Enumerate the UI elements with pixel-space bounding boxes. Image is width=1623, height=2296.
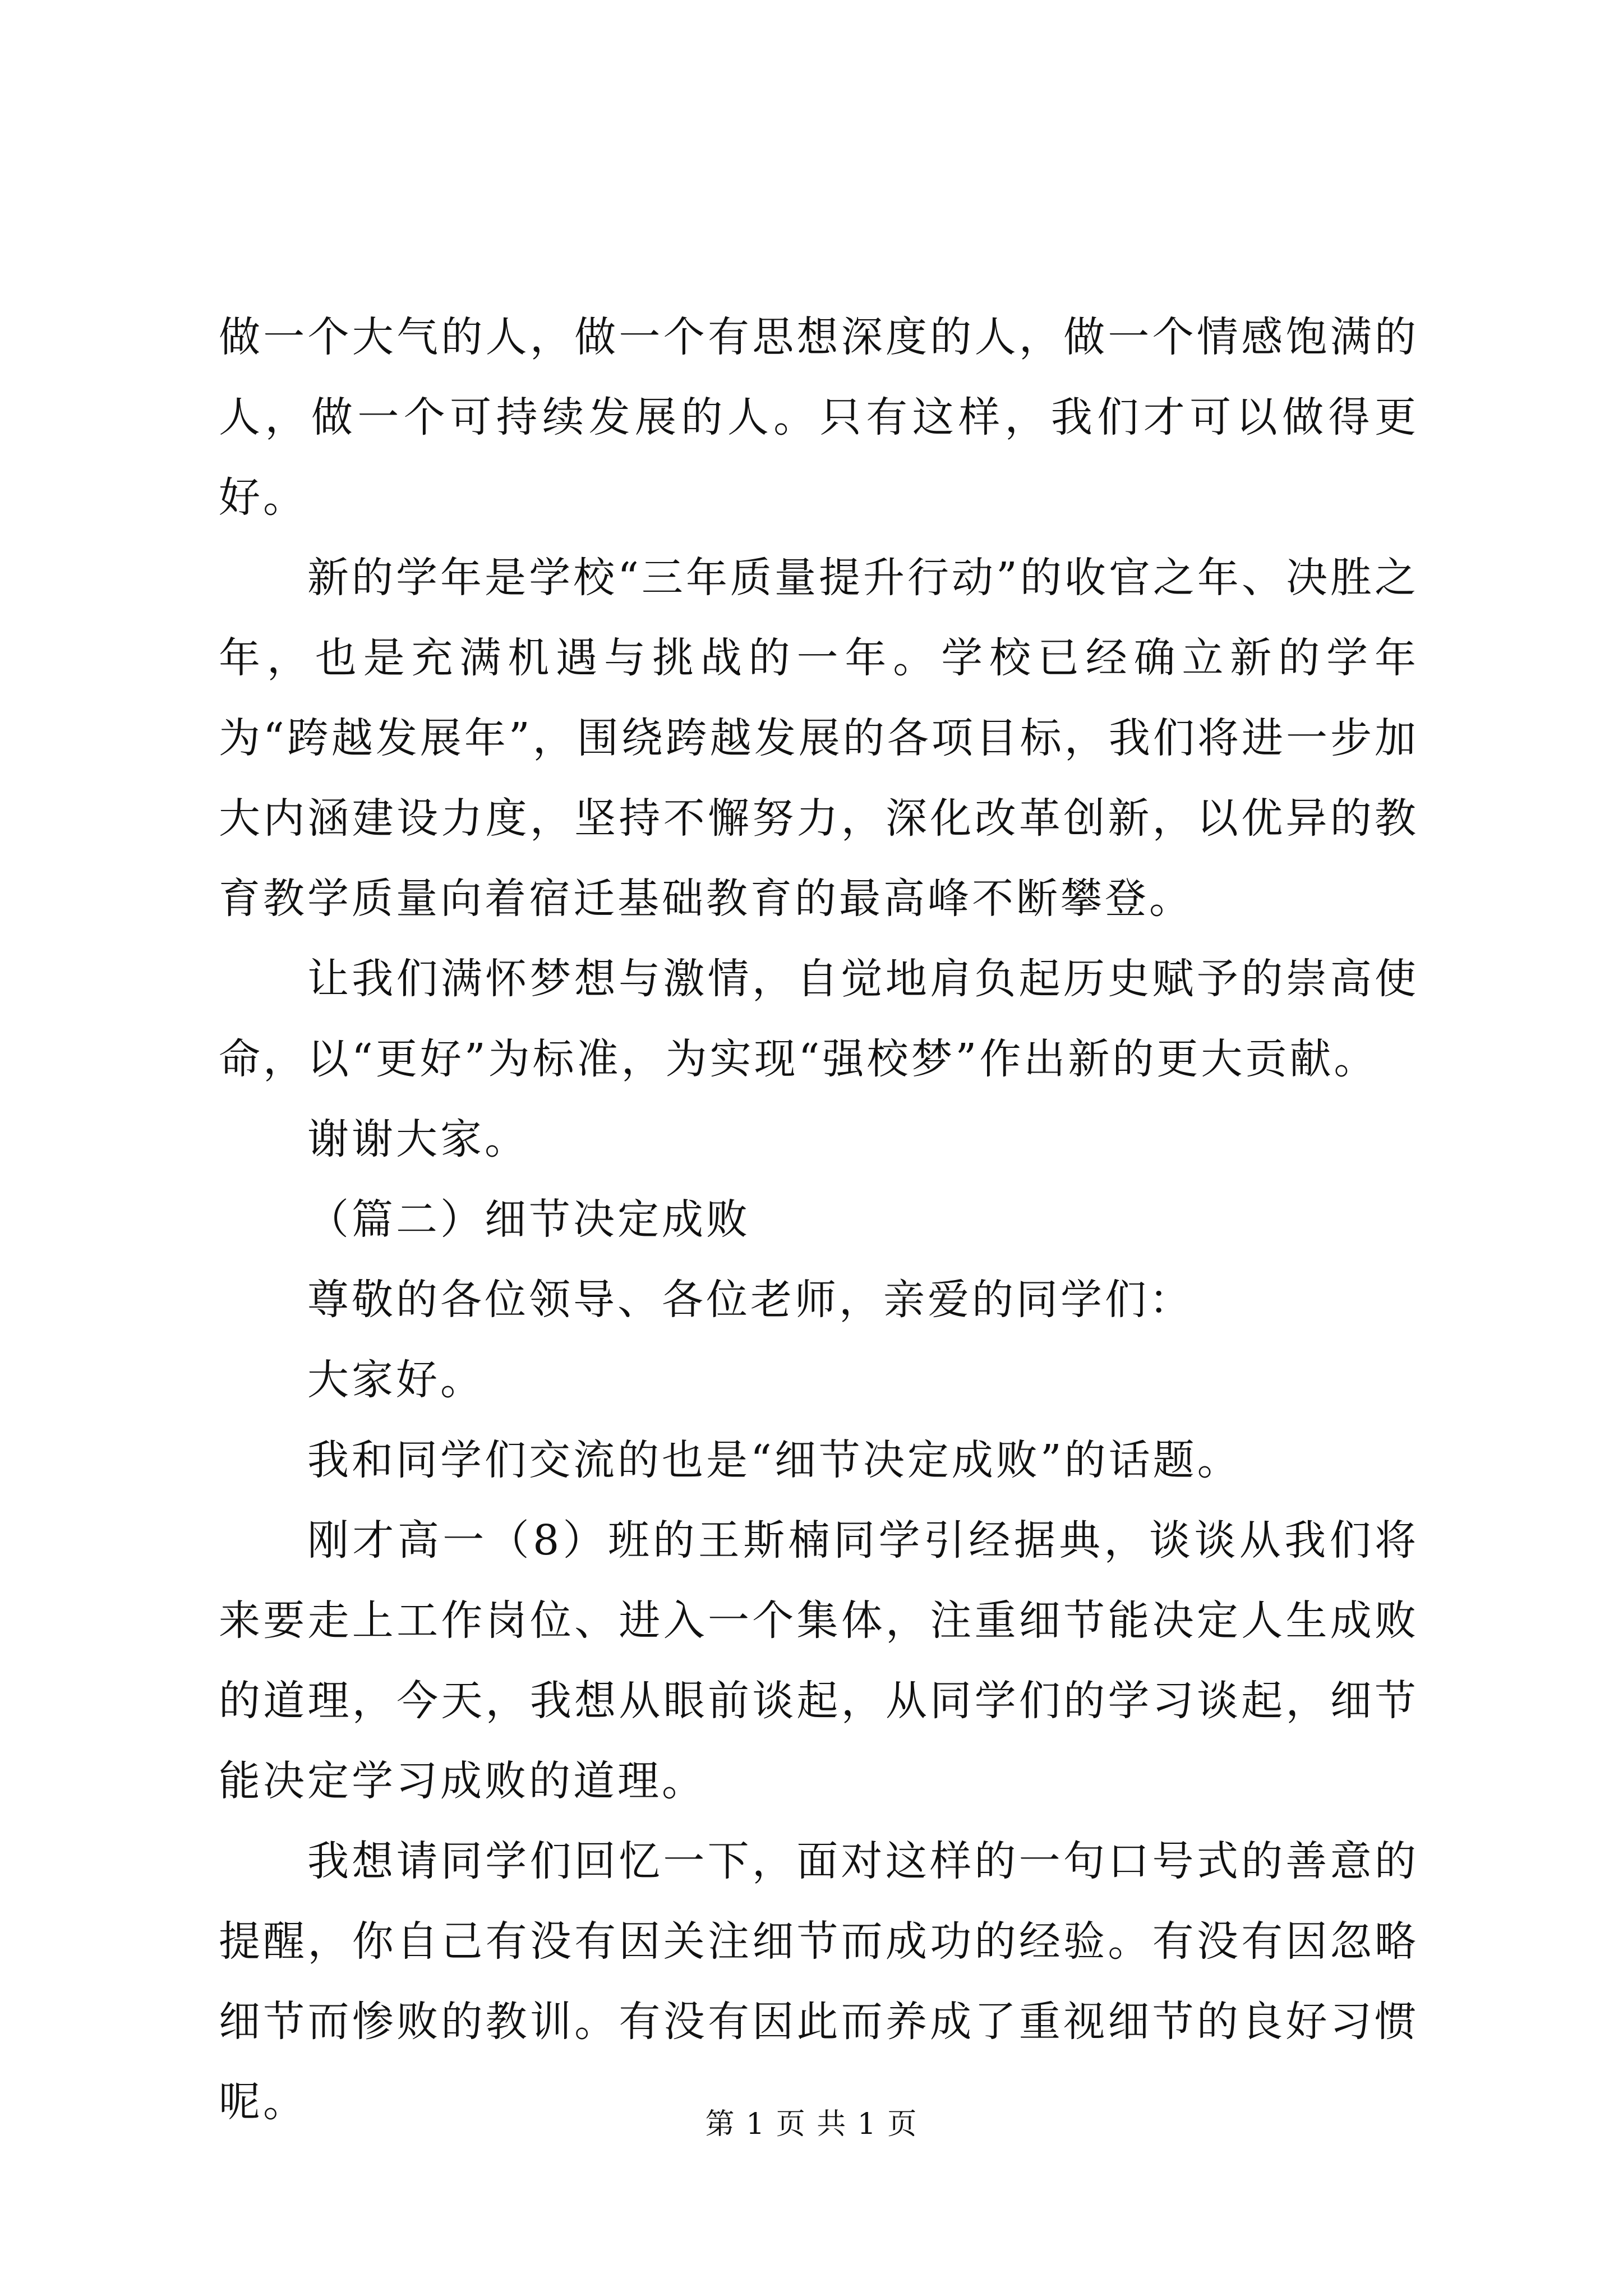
paragraph-topic: 我和同学们交流的也是“细节决定成败”的话题。: [307, 1436, 1242, 1484]
paragraph-2: 新的学年是学校“三年质量提升行动”的收官之年、决胜之年，也是充满机遇与挑战的一年。学校已经确立新的学年为“跨越发展年”，围绕跨越发展的各项目标，我们将进一步加大内涵建设力度，坚持不懈努力，深化改革创新，以优异的教育教学质量向着宿迁基础教育的最高峰不断攀登。: [219, 554, 1419, 923]
document-body: [219, 297, 1419, 2142]
greeting-salutation: 尊敬的各位领导、各位老师，亲爱的同学们：: [307, 1276, 1193, 1324]
paragraph-4: 刚才高一（8）班的王斯楠同学引经据典，谈谈从我们将来要走上工作岗位、进入一个集体，注重细节能决定人生成败的道理，今天，我想从眼前谈起，从同学们的学习谈起，细节能决定学习成败的道理。: [219, 1516, 1419, 1805]
section-heading: （篇二）细节决定成败: [307, 1195, 750, 1244]
page-footer: 第 1 页 共 1 页: [705, 2108, 918, 2141]
greeting-hello: 大家好。: [307, 1356, 485, 1404]
paragraph-5: 我想请同学们回忆一下，面对这样的一句口号式的善意的提醒，你自己有没有因关注细节而成功的经验。有没有因忽略细节而惨败的教训。有没有因此而养成了重视细节的良好习惯呢。: [219, 1837, 1419, 2126]
paragraph-3: 让我们满怀梦想与激情，自觉地肩负起历史赋予的崇高使命，以“更好”为标准，为实现“强校梦”作出新的更大贡献。: [219, 955, 1419, 1083]
paragraph-1: 做一个大气的人，做一个有思想深度的人，做一个情感饱满的人，做一个可持续发展的人。只有这样，我们才可以做得更好。: [219, 313, 1419, 522]
paragraph-thanks: 谢谢大家。: [307, 1115, 529, 1163]
